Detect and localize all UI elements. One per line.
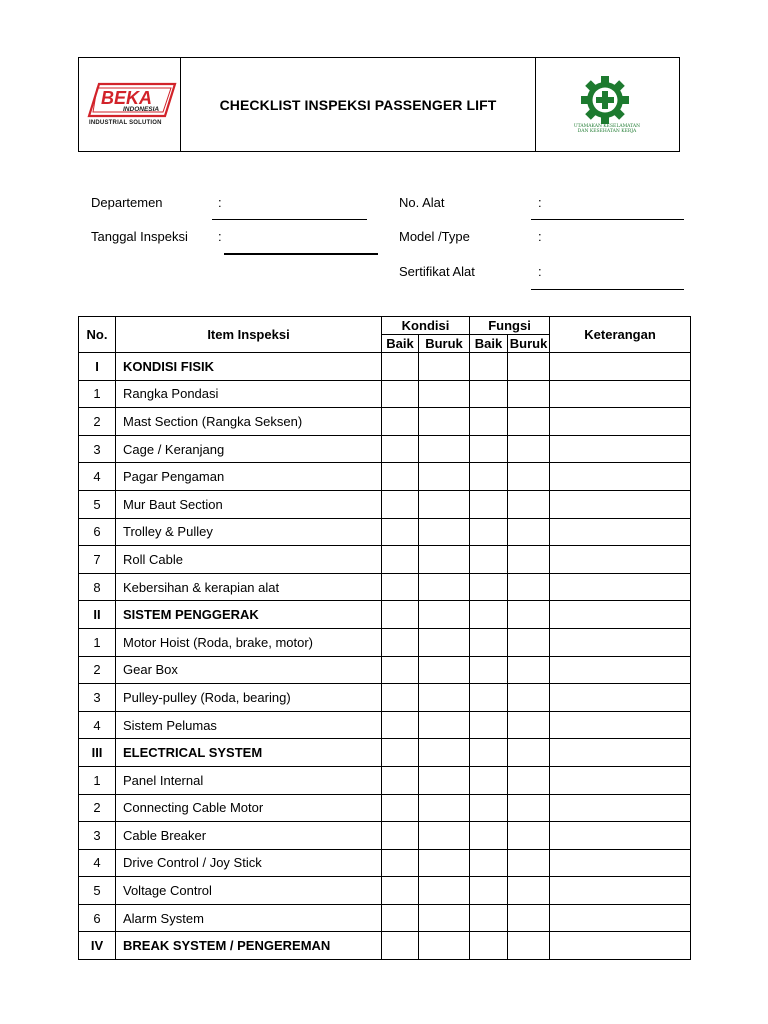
kondisi-baik-cell[interactable] bbox=[382, 601, 419, 629]
fungsi-baik-cell[interactable] bbox=[470, 380, 508, 408]
fungsi-buruk-cell[interactable] bbox=[508, 573, 550, 601]
col-header-kondisi-buruk: Buruk bbox=[419, 335, 470, 353]
row-number: II bbox=[79, 601, 116, 629]
kondisi-baik-cell[interactable] bbox=[382, 490, 419, 518]
kondisi-buruk-cell[interactable] bbox=[419, 353, 470, 381]
keterangan-cell[interactable] bbox=[550, 739, 691, 767]
kondisi-baik-cell[interactable] bbox=[382, 932, 419, 960]
fungsi-buruk-cell[interactable] bbox=[508, 490, 550, 518]
departemen-label: Departemen bbox=[91, 195, 163, 210]
keterangan-cell[interactable] bbox=[550, 546, 691, 574]
beka-logo-mark bbox=[85, 80, 177, 122]
fungsi-buruk-cell[interactable] bbox=[508, 904, 550, 932]
k3-caption-line-1: UTAMAKAN KESELAMATAN bbox=[573, 124, 641, 129]
row-number: 4 bbox=[79, 711, 116, 739]
fungsi-buruk-cell[interactable] bbox=[508, 628, 550, 656]
keterangan-cell[interactable] bbox=[550, 904, 691, 932]
kondisi-buruk-cell[interactable] bbox=[419, 490, 470, 518]
kondisi-baik-cell[interactable] bbox=[382, 684, 419, 712]
keterangan-cell[interactable] bbox=[550, 656, 691, 684]
keterangan-cell[interactable] bbox=[550, 573, 691, 601]
table-row bbox=[79, 656, 691, 684]
row-number: 1 bbox=[79, 380, 116, 408]
table-row bbox=[79, 684, 691, 712]
keterangan-cell[interactable] bbox=[550, 380, 691, 408]
fungsi-baik-cell[interactable] bbox=[470, 794, 508, 822]
fungsi-buruk-cell[interactable] bbox=[508, 711, 550, 739]
kondisi-buruk-cell[interactable] bbox=[419, 711, 470, 739]
fungsi-baik-cell[interactable] bbox=[470, 518, 508, 546]
row-item: Rangka Pondasi bbox=[116, 380, 382, 408]
kondisi-buruk-cell[interactable] bbox=[419, 822, 470, 850]
model-type-label: Model /Type bbox=[399, 229, 470, 244]
k3-logo bbox=[573, 76, 641, 140]
beka-logo bbox=[85, 80, 177, 128]
row-item: Mast Section (Rangka Seksen) bbox=[116, 408, 382, 436]
row-number: 2 bbox=[79, 408, 116, 436]
col-header-keterangan: Keterangan bbox=[550, 317, 691, 353]
row-item: Kebersihan & kerapian alat bbox=[116, 573, 382, 601]
k3-caption-line-2: DAN KESEHATAN KERJA bbox=[577, 129, 637, 134]
col-header-item: Item Inspeksi bbox=[116, 317, 382, 353]
fungsi-buruk-cell[interactable] bbox=[508, 435, 550, 463]
sertifikat-alat-label: Sertifikat Alat bbox=[399, 264, 475, 279]
sertifikat-alat-field-line[interactable] bbox=[531, 289, 684, 290]
fungsi-baik-cell[interactable] bbox=[470, 546, 508, 574]
fungsi-buruk-cell[interactable] bbox=[508, 766, 550, 794]
kondisi-baik-cell[interactable] bbox=[382, 711, 419, 739]
table-row bbox=[79, 490, 691, 518]
no-alat-colon: : bbox=[538, 195, 542, 210]
table-row bbox=[79, 408, 691, 436]
table-row bbox=[79, 794, 691, 822]
col-header-fungsi: Fungsi bbox=[470, 317, 550, 335]
fungsi-baik-cell[interactable] bbox=[470, 628, 508, 656]
table-row bbox=[79, 822, 691, 850]
kondisi-baik-cell[interactable] bbox=[382, 546, 419, 574]
document-header bbox=[78, 57, 680, 152]
kondisi-buruk-cell[interactable] bbox=[419, 628, 470, 656]
k3-logo-cell bbox=[536, 58, 679, 151]
kondisi-buruk-cell[interactable] bbox=[419, 573, 470, 601]
row-item: Pagar Pengaman bbox=[116, 463, 382, 491]
kondisi-buruk-cell[interactable] bbox=[419, 546, 470, 574]
table-row bbox=[79, 380, 691, 408]
fungsi-baik-cell[interactable] bbox=[470, 435, 508, 463]
fungsi-baik-cell[interactable] bbox=[470, 849, 508, 877]
k3-gear-cross-icon bbox=[574, 76, 638, 126]
kondisi-buruk-cell[interactable] bbox=[419, 877, 470, 905]
fungsi-buruk-cell[interactable] bbox=[508, 408, 550, 436]
kondisi-buruk-cell[interactable] bbox=[419, 739, 470, 767]
row-item: Gear Box bbox=[116, 656, 382, 684]
tanggal-inspeksi-field-line[interactable] bbox=[224, 253, 378, 255]
kondisi-buruk-cell[interactable] bbox=[419, 408, 470, 436]
row-item: Pulley-pulley (Roda, bearing) bbox=[116, 684, 382, 712]
row-item: ELECTRICAL SYSTEM bbox=[116, 739, 382, 767]
beka-logo-text: BEKA bbox=[101, 88, 153, 108]
keterangan-cell[interactable] bbox=[550, 932, 691, 960]
fungsi-baik-cell[interactable] bbox=[470, 601, 508, 629]
table-row bbox=[79, 463, 691, 491]
section-row bbox=[79, 353, 691, 381]
row-number: 1 bbox=[79, 628, 116, 656]
fungsi-buruk-cell[interactable] bbox=[508, 546, 550, 574]
keterangan-cell[interactable] bbox=[550, 711, 691, 739]
fungsi-buruk-cell[interactable] bbox=[508, 932, 550, 960]
keterangan-cell[interactable] bbox=[550, 601, 691, 629]
kondisi-baik-cell[interactable] bbox=[382, 739, 419, 767]
fungsi-buruk-cell[interactable] bbox=[508, 518, 550, 546]
kondisi-baik-cell[interactable] bbox=[382, 573, 419, 601]
beka-logo-subtext: INDONESIA bbox=[123, 106, 160, 113]
kondisi-baik-cell[interactable] bbox=[382, 849, 419, 877]
row-number: 3 bbox=[79, 435, 116, 463]
section-row bbox=[79, 601, 691, 629]
table-row bbox=[79, 628, 691, 656]
row-number: 6 bbox=[79, 904, 116, 932]
row-item: Mur Baut Section bbox=[116, 490, 382, 518]
row-number: 4 bbox=[79, 849, 116, 877]
table-header-row bbox=[79, 317, 691, 335]
sertifikat-alat-colon: : bbox=[538, 264, 542, 279]
row-number: 8 bbox=[79, 573, 116, 601]
kondisi-buruk-cell[interactable] bbox=[419, 380, 470, 408]
kondisi-baik-cell[interactable] bbox=[382, 435, 419, 463]
row-number: 7 bbox=[79, 546, 116, 574]
fungsi-buruk-cell[interactable] bbox=[508, 739, 550, 767]
kondisi-baik-cell[interactable] bbox=[382, 877, 419, 905]
row-number: 4 bbox=[79, 463, 116, 491]
col-header-fungsi-buruk: Buruk bbox=[508, 335, 550, 353]
keterangan-cell[interactable] bbox=[550, 766, 691, 794]
kondisi-baik-cell[interactable] bbox=[382, 628, 419, 656]
row-number: 5 bbox=[79, 490, 116, 518]
section-row bbox=[79, 739, 691, 767]
table-row bbox=[79, 435, 691, 463]
fungsi-baik-cell[interactable] bbox=[470, 877, 508, 905]
tanggal-inspeksi-label: Tanggal Inspeksi bbox=[91, 229, 188, 244]
kondisi-baik-cell[interactable] bbox=[382, 463, 419, 491]
row-number: 3 bbox=[79, 684, 116, 712]
fungsi-baik-cell[interactable] bbox=[470, 408, 508, 436]
row-item: KONDISI FISIK bbox=[116, 353, 382, 381]
fungsi-buruk-cell[interactable] bbox=[508, 822, 550, 850]
kondisi-buruk-cell[interactable] bbox=[419, 794, 470, 822]
row-number: III bbox=[79, 739, 116, 767]
row-item: Connecting Cable Motor bbox=[116, 794, 382, 822]
kondisi-buruk-cell[interactable] bbox=[419, 904, 470, 932]
kondisi-buruk-cell[interactable] bbox=[419, 601, 470, 629]
row-item: Motor Hoist (Roda, brake, motor) bbox=[116, 628, 382, 656]
row-item: BREAK SYSTEM / PENGEREMAN bbox=[116, 932, 382, 960]
row-item: Trolley & Pulley bbox=[116, 518, 382, 546]
col-header-kondisi: Kondisi bbox=[382, 317, 470, 335]
keterangan-cell[interactable] bbox=[550, 849, 691, 877]
fungsi-buruk-cell[interactable] bbox=[508, 794, 550, 822]
fungsi-baik-cell[interactable] bbox=[470, 573, 508, 601]
keterangan-cell[interactable] bbox=[550, 794, 691, 822]
row-item: Alarm System bbox=[116, 904, 382, 932]
fungsi-baik-cell[interactable] bbox=[470, 353, 508, 381]
kondisi-baik-cell[interactable] bbox=[382, 408, 419, 436]
fungsi-buruk-cell[interactable] bbox=[508, 601, 550, 629]
kondisi-baik-cell[interactable] bbox=[382, 904, 419, 932]
kondisi-baik-cell[interactable] bbox=[382, 766, 419, 794]
table-body bbox=[79, 353, 691, 960]
table-row bbox=[79, 849, 691, 877]
row-item: SISTEM PENGGERAK bbox=[116, 601, 382, 629]
row-item: Voltage Control bbox=[116, 877, 382, 905]
keterangan-cell[interactable] bbox=[550, 408, 691, 436]
fungsi-baik-cell[interactable] bbox=[470, 711, 508, 739]
fungsi-baik-cell[interactable] bbox=[470, 822, 508, 850]
row-item: Cage / Keranjang bbox=[116, 435, 382, 463]
no-alat-label: No. Alat bbox=[399, 195, 445, 210]
kondisi-buruk-cell[interactable] bbox=[419, 463, 470, 491]
table-row bbox=[79, 766, 691, 794]
row-item: Cable Breaker bbox=[116, 822, 382, 850]
table-row bbox=[79, 877, 691, 905]
departemen-field-line[interactable] bbox=[212, 219, 367, 220]
keterangan-cell[interactable] bbox=[550, 435, 691, 463]
kondisi-buruk-cell[interactable] bbox=[419, 518, 470, 546]
row-number: 1 bbox=[79, 766, 116, 794]
kondisi-baik-cell[interactable] bbox=[382, 353, 419, 381]
fungsi-buruk-cell[interactable] bbox=[508, 463, 550, 491]
beka-tagline: INDUSTRIAL SOLUTION bbox=[89, 120, 162, 126]
kondisi-buruk-cell[interactable] bbox=[419, 849, 470, 877]
departemen-colon: : bbox=[218, 195, 222, 210]
section-row bbox=[79, 932, 691, 960]
fungsi-baik-cell[interactable] bbox=[470, 463, 508, 491]
fungsi-baik-cell[interactable] bbox=[470, 932, 508, 960]
fungsi-baik-cell[interactable] bbox=[470, 490, 508, 518]
row-item: Panel Internal bbox=[116, 766, 382, 794]
keterangan-cell[interactable] bbox=[550, 877, 691, 905]
col-header-no: No. bbox=[79, 317, 116, 353]
col-header-fungsi-baik: Baik bbox=[470, 335, 508, 353]
fungsi-buruk-cell[interactable] bbox=[508, 849, 550, 877]
row-number: 5 bbox=[79, 877, 116, 905]
row-number: I bbox=[79, 353, 116, 381]
col-header-kondisi-baik: Baik bbox=[382, 335, 419, 353]
table-row bbox=[79, 546, 691, 574]
kondisi-baik-cell[interactable] bbox=[382, 656, 419, 684]
keterangan-cell[interactable] bbox=[550, 518, 691, 546]
row-item: Roll Cable bbox=[116, 546, 382, 574]
tanggal-inspeksi-colon: : bbox=[218, 229, 222, 244]
k3-caption bbox=[566, 124, 648, 134]
table-row bbox=[79, 573, 691, 601]
title-cell bbox=[181, 58, 536, 151]
row-item: Drive Control / Joy Stick bbox=[116, 849, 382, 877]
fungsi-buruk-cell[interactable] bbox=[508, 380, 550, 408]
no-alat-field-line[interactable] bbox=[531, 219, 684, 220]
model-type-colon: : bbox=[538, 229, 542, 244]
kondisi-baik-cell[interactable] bbox=[382, 380, 419, 408]
kondisi-buruk-cell[interactable] bbox=[419, 684, 470, 712]
kondisi-baik-cell[interactable] bbox=[382, 822, 419, 850]
keterangan-cell[interactable] bbox=[550, 490, 691, 518]
company-logo-cell bbox=[79, 58, 181, 151]
keterangan-cell[interactable] bbox=[550, 684, 691, 712]
keterangan-cell[interactable] bbox=[550, 353, 691, 381]
kondisi-baik-cell[interactable] bbox=[382, 518, 419, 546]
table-row bbox=[79, 518, 691, 546]
row-number: IV bbox=[79, 932, 116, 960]
fungsi-buruk-cell[interactable] bbox=[508, 353, 550, 381]
inspection-checklist-table bbox=[78, 316, 691, 960]
kondisi-buruk-cell[interactable] bbox=[419, 932, 470, 960]
fungsi-baik-cell[interactable] bbox=[470, 904, 508, 932]
row-number: 2 bbox=[79, 656, 116, 684]
fungsi-baik-cell[interactable] bbox=[470, 739, 508, 767]
fungsi-baik-cell[interactable] bbox=[470, 766, 508, 794]
row-number: 3 bbox=[79, 822, 116, 850]
table-row bbox=[79, 904, 691, 932]
row-number: 6 bbox=[79, 518, 116, 546]
fungsi-buruk-cell[interactable] bbox=[508, 877, 550, 905]
kondisi-buruk-cell[interactable] bbox=[419, 435, 470, 463]
row-item: Sistem Pelumas bbox=[116, 711, 382, 739]
kondisi-buruk-cell[interactable] bbox=[419, 656, 470, 684]
fungsi-buruk-cell[interactable] bbox=[508, 684, 550, 712]
kondisi-baik-cell[interactable] bbox=[382, 794, 419, 822]
kondisi-buruk-cell[interactable] bbox=[419, 766, 470, 794]
fungsi-baik-cell[interactable] bbox=[470, 684, 508, 712]
keterangan-cell[interactable] bbox=[550, 822, 691, 850]
keterangan-cell[interactable] bbox=[550, 463, 691, 491]
fungsi-buruk-cell[interactable] bbox=[508, 656, 550, 684]
table-row bbox=[79, 711, 691, 739]
document-title: CHECKLIST INSPEKSI PASSENGER LIFT bbox=[219, 96, 497, 113]
fungsi-baik-cell[interactable] bbox=[470, 656, 508, 684]
row-number: 2 bbox=[79, 794, 116, 822]
keterangan-cell[interactable] bbox=[550, 628, 691, 656]
